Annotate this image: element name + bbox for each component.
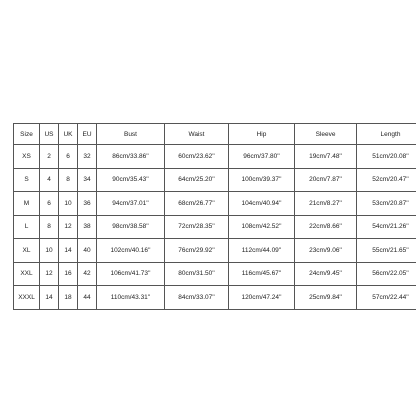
table-cell: 8 xyxy=(40,215,59,239)
column-header-length: Length xyxy=(357,124,416,145)
table-cell: 120cm/47.24'' xyxy=(229,286,295,310)
table-cell: 23cm/9.06'' xyxy=(295,239,357,263)
table-cell: 34 xyxy=(78,168,97,192)
table-cell: 100cm/39.37'' xyxy=(229,168,295,192)
header-row xyxy=(14,124,416,145)
table-row xyxy=(14,168,416,192)
table-cell: 98cm/38.58'' xyxy=(97,215,165,239)
table-cell: 2 xyxy=(40,145,59,169)
table-cell: 96cm/37.80'' xyxy=(229,145,295,169)
table-cell: 22cm/8.66'' xyxy=(295,215,357,239)
table-row xyxy=(14,215,416,239)
column-header-eu: EU xyxy=(78,124,97,145)
table-cell: 51cm/20.08'' xyxy=(357,145,416,169)
table-cell: 104cm/40.94'' xyxy=(229,192,295,216)
table-cell: 94cm/37.01'' xyxy=(97,192,165,216)
table-cell: 54cm/21.26'' xyxy=(357,215,416,239)
table-cell: 10 xyxy=(59,192,78,216)
table-cell: 86cm/33.86'' xyxy=(97,145,165,169)
table-cell: 14 xyxy=(59,239,78,263)
table-row xyxy=(14,239,416,263)
table-cell: 84cm/33.07'' xyxy=(165,286,229,310)
table-cell: 52cm/20.47'' xyxy=(357,168,416,192)
table-cell: 12 xyxy=(40,262,59,286)
table-cell: XXL xyxy=(14,262,40,286)
table-cell: 56cm/22.05'' xyxy=(357,262,416,286)
table-cell: M xyxy=(14,192,40,216)
table-cell: S xyxy=(14,168,40,192)
table-cell: 32 xyxy=(78,145,97,169)
table-row xyxy=(14,145,416,169)
table-cell: 112cm/44.09'' xyxy=(229,239,295,263)
column-header-size: Size xyxy=(14,124,40,145)
table-cell: 44 xyxy=(78,286,97,310)
table-cell: 19cm/7.48'' xyxy=(295,145,357,169)
table-cell: 110cm/43.31'' xyxy=(97,286,165,310)
table-cell: 106cm/41.73'' xyxy=(97,262,165,286)
table-cell: 55cm/21.65'' xyxy=(357,239,416,263)
table-cell: 102cm/40.16'' xyxy=(97,239,165,263)
table-cell: XS xyxy=(14,145,40,169)
table-cell: 20cm/7.87'' xyxy=(295,168,357,192)
column-header-waist: Waist xyxy=(165,124,229,145)
column-header-hip: Hip xyxy=(229,124,295,145)
table-cell: 16 xyxy=(59,262,78,286)
column-header-uk: UK xyxy=(59,124,78,145)
table-cell: 40 xyxy=(78,239,97,263)
table-cell: 80cm/31.50'' xyxy=(165,262,229,286)
table-cell: 12 xyxy=(59,215,78,239)
column-header-bust: Bust xyxy=(97,124,165,145)
table-cell: 6 xyxy=(59,145,78,169)
table-cell: 108cm/42.52'' xyxy=(229,215,295,239)
table-cell: L xyxy=(14,215,40,239)
table-cell: 116cm/45.67'' xyxy=(229,262,295,286)
table-cell: 24cm/9.45'' xyxy=(295,262,357,286)
table-row xyxy=(14,262,416,286)
table-cell: XL xyxy=(14,239,40,263)
table-row xyxy=(14,192,416,216)
table-cell: 72cm/28.35'' xyxy=(165,215,229,239)
table-cell: 53cm/20.87'' xyxy=(357,192,416,216)
table-cell: 6 xyxy=(40,192,59,216)
column-header-us: US xyxy=(40,124,59,145)
table-cell: 8 xyxy=(59,168,78,192)
table-cell: 36 xyxy=(78,192,97,216)
table-cell: 76cm/29.92'' xyxy=(165,239,229,263)
table-cell: 4 xyxy=(40,168,59,192)
table-row xyxy=(14,286,416,310)
table-cell: 64cm/25.20'' xyxy=(165,168,229,192)
table-cell: 38 xyxy=(78,215,97,239)
table-cell: 42 xyxy=(78,262,97,286)
table-cell: 25cm/9.84'' xyxy=(295,286,357,310)
table-cell: 68cm/26.77'' xyxy=(165,192,229,216)
table-cell: 90cm/35.43'' xyxy=(97,168,165,192)
table-cell: 10 xyxy=(40,239,59,263)
table-cell: XXXL xyxy=(14,286,40,310)
table-cell: 60cm/23.62'' xyxy=(165,145,229,169)
size-chart-table xyxy=(13,123,416,310)
table-cell: 57cm/22.44'' xyxy=(357,286,416,310)
table-cell: 14 xyxy=(40,286,59,310)
table-cell: 18 xyxy=(59,286,78,310)
column-header-sleeve: Sleeve xyxy=(295,124,357,145)
table-cell: 21cm/8.27'' xyxy=(295,192,357,216)
